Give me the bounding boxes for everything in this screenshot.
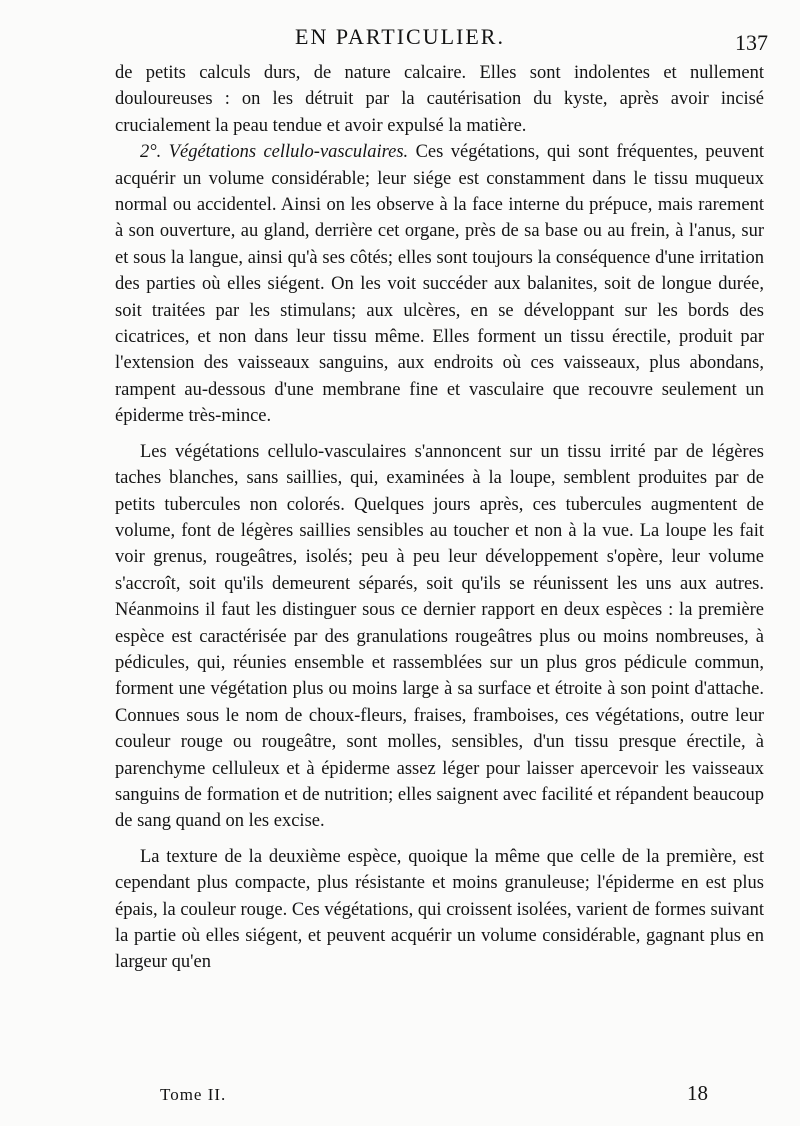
body-text bbox=[115, 60, 764, 976]
paragraph-cellulo-vasculaires bbox=[115, 139, 764, 429]
page-footer bbox=[0, 1073, 800, 1103]
signature-folio: 18 bbox=[687, 1081, 708, 1105]
paragraph-annonce bbox=[115, 439, 764, 835]
page-header bbox=[0, 10, 800, 55]
paragraph-text: de petits calculs durs, de nature calcaire. Elles sont indolentes et nullement douloureuses : on les détruit par la cautérisation du kyste, après avoir incisé crucialement la peau tendue et avoir expulsé la matière. bbox=[115, 63, 764, 136]
volume-signature: Tome II. bbox=[160, 1085, 227, 1104]
page-number: 137 bbox=[735, 30, 768, 55]
paragraph-text: Les végétations cellulo-vasculaires s'annoncent sur un tissu irrité par de légères taches blanches, sans saillies, qui, examinées à la loupe, semblent produites par de petits tubercules non colorés. Quelques jours après, ces tubercules augmentent de volume, font de légères saillies sensibles au toucher et non à la vue. La loupe les fait voir grenus, rougeâtres, isolés; peu à peu leur développement s'opère, leur volume s'accroît, soit qu'ils demeurent séparés, soit qu'ils se réunissent les uns aux autres. Néanmoins il faut les distinguer sous ce dernier rapport en deux espèces : la première espèce est caractérisée par des granulations rougeâtres plus ou moins nombreuses, à pédicules, qui, réunies ensemble et rassemblées sur un plus gros pédicule commun, forment une végétation plus ou moins large à sa surface et étroite à son point d'attache. Connues sous le nom de choux-fleurs, fraises, framboises, ces végétations, outre leur couleur rouge ou rougeâtre, sont molles, sensibles, d'un tissu presque érectile, à parenchyme celluleux et à épiderme assez léger pour laisser apercevoir les vaisseaux sanguins de formation et de nutrition; elles saignent avec facilité et répandent beaucoup de sang quand on les excise. bbox=[115, 441, 764, 832]
section-heading: 2°. Végétations cellulo-vasculaires. bbox=[140, 142, 409, 163]
running-title: EN PARTICULIER. bbox=[295, 24, 505, 49]
paragraph-text: Ces végétations, qui sont fréquentes, peuvent acquérir un volume considérable; leur siége est constamment dans le tissu muqueux normal ou accidentel. Ainsi on les observe à la face interne du prépuce, mais rarement à son ouverture, au gland, derrière cet organe, près de sa base ou au frein, à l'anus, sur et sous la langue, ainsi qu'à ses côtés; elles sont toujours la conséquence d'une irritation des parties où elles siégent. On les voit succéder aux balanites, soit de longue durée, soit traitées par les stimulans; aux ulcères, en se développant sur les bords des cicatrices, et non dans leur tissu même. Elles forment un tissu érectile, produit par l'extension des vaisseaux sanguins, aux endroits où ces vaisseaux, plus abondans, rampent au-dessous d'une membrane fine et vasculaire que recouvre seulement un épiderme très-mince. bbox=[115, 142, 764, 427]
paragraph-deuxieme-espece bbox=[115, 844, 764, 976]
paragraph-text: La texture de la deuxième espèce, quoique la même que celle de la première, est cependant plus compacte, plus résistante et moins granuleuse; l'épiderme en est plus épais, la couleur rouge. Ces végétations, qui croissent isolées, varient de formes suivant la partie où elles siégent, et peuvent acquérir un volume considérable, gagnant plus en largeur qu'en bbox=[115, 846, 764, 973]
paragraph-continuation bbox=[115, 60, 764, 139]
